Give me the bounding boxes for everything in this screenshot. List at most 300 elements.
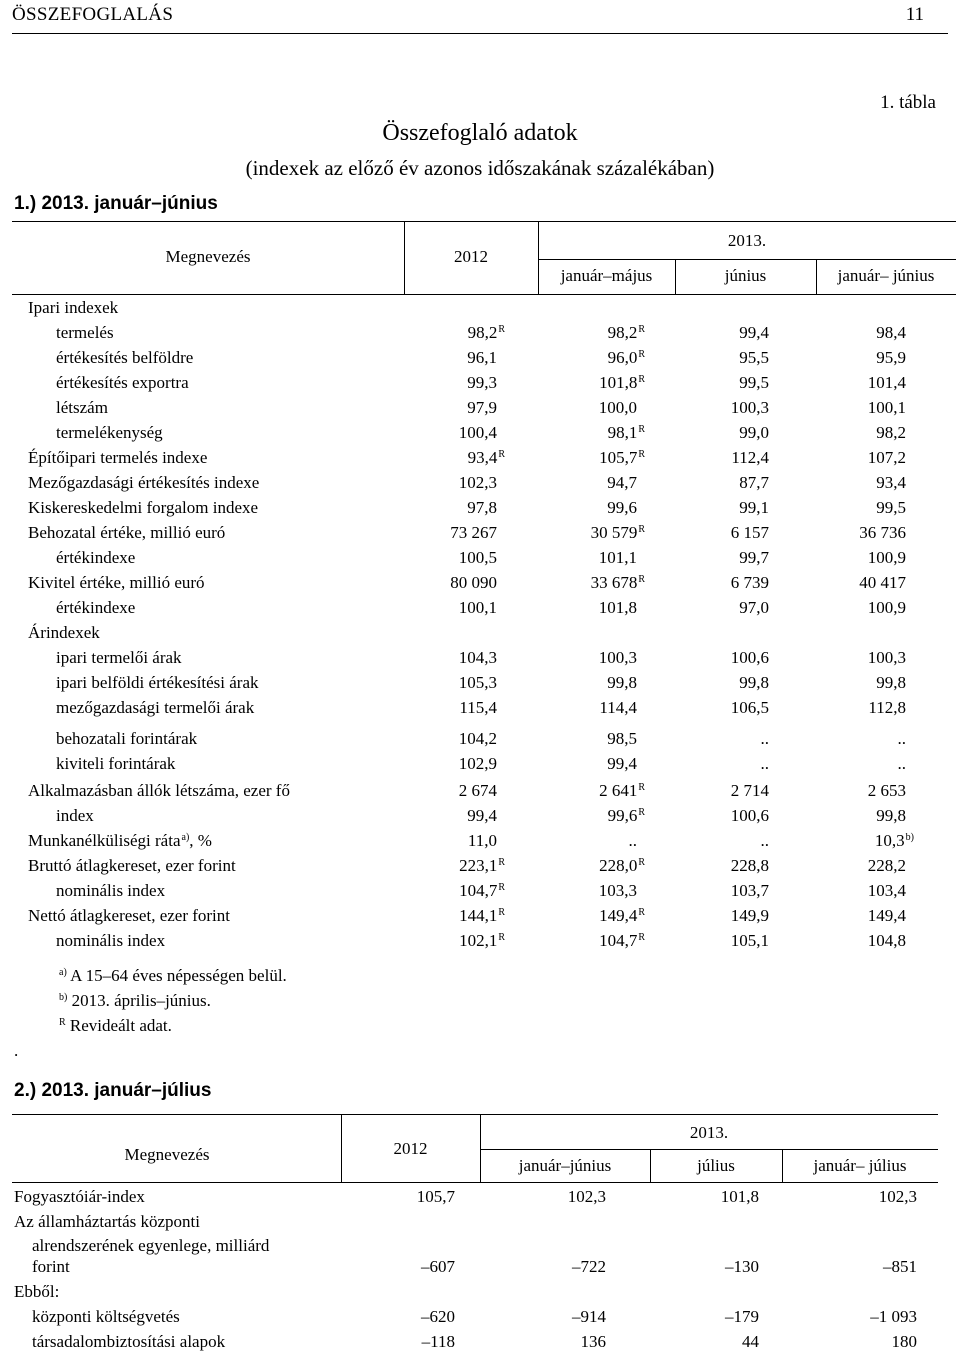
value-cell bbox=[459, 473, 505, 493]
superscript-mark: R bbox=[59, 1017, 66, 1028]
running-header-title: ÖSSZEFOGLALÁS bbox=[12, 4, 174, 25]
page-number: 11 bbox=[905, 4, 924, 25]
section1-heading: 1.) 2013. január–június bbox=[14, 193, 218, 214]
value-cell bbox=[608, 348, 645, 368]
value-text: 104,7 bbox=[599, 931, 638, 950]
col-header-jan-july: január– július bbox=[813, 1156, 907, 1175]
value-text: 99,0 bbox=[739, 423, 769, 442]
value-text: 149,4 bbox=[599, 906, 638, 925]
value-text: 6 739 bbox=[730, 573, 769, 592]
row-label-text: Kivitel értéke, millió euró bbox=[28, 573, 205, 592]
value-text: 228,8 bbox=[730, 856, 769, 875]
value-cell bbox=[868, 373, 914, 393]
value-text: 99,8 bbox=[876, 806, 906, 825]
superscript-mark: R bbox=[638, 524, 645, 535]
value-cell bbox=[731, 906, 777, 926]
row-label bbox=[56, 598, 135, 618]
value-text: 99,7 bbox=[739, 548, 769, 567]
value-text: 100,1 bbox=[458, 598, 497, 617]
value-text: .. bbox=[760, 831, 769, 850]
value-cell bbox=[868, 648, 914, 668]
value-text: 100,0 bbox=[598, 398, 637, 417]
value-text: 98,2 bbox=[467, 323, 498, 342]
value-cell bbox=[731, 648, 777, 668]
row-label bbox=[28, 473, 259, 493]
value-text: 97,0 bbox=[739, 598, 769, 617]
value-text: 102,3 bbox=[458, 473, 497, 492]
row-label bbox=[28, 448, 207, 468]
value-text: 2 674 bbox=[458, 781, 497, 800]
row-label-text: Árindexek bbox=[28, 623, 100, 642]
superscript-mark: R bbox=[498, 449, 505, 460]
row-label-text: Alkalmazásban állók létszáma, ezer fő bbox=[28, 781, 290, 800]
value-text: 223,1 bbox=[459, 856, 498, 875]
header-rule bbox=[12, 33, 948, 34]
value-text: 97,8 bbox=[467, 498, 497, 517]
value-text: 102,9 bbox=[458, 754, 497, 773]
value-cell bbox=[459, 548, 505, 568]
row-label-suffix: , % bbox=[189, 831, 212, 850]
section2-heading: 2.) 2013. január–július bbox=[14, 1080, 212, 1101]
value-text: 94,7 bbox=[607, 473, 637, 492]
table2-header-rule bbox=[12, 1182, 938, 1183]
value-cell: –1 093 bbox=[870, 1307, 917, 1326]
value-text: 100,9 bbox=[867, 548, 906, 567]
value-cell bbox=[459, 698, 505, 718]
value-text: 99,5 bbox=[876, 498, 906, 517]
row-label: Fogyasztóiár-index bbox=[14, 1187, 145, 1206]
value-cell bbox=[450, 523, 505, 543]
col-header-jan-june: január–június bbox=[518, 1156, 612, 1175]
row-label-text: kiviteli forintárak bbox=[56, 754, 176, 773]
value-cell: –851 bbox=[883, 1257, 917, 1276]
value-cell bbox=[868, 698, 914, 718]
value-text: 105,7 bbox=[599, 448, 638, 467]
value-cell bbox=[459, 856, 505, 876]
value-cell bbox=[868, 881, 914, 901]
value-text: 99,8 bbox=[607, 673, 637, 692]
value-text: 100,3 bbox=[598, 648, 637, 667]
superscript-mark: R bbox=[638, 932, 645, 943]
row-label bbox=[28, 856, 236, 876]
value-cell bbox=[731, 881, 777, 901]
value-text: 228,0 bbox=[599, 856, 638, 875]
value-text: 99,3 bbox=[467, 373, 497, 392]
value-cell bbox=[599, 906, 645, 926]
row-label-text: Nettó átlagkereset, ezer forint bbox=[28, 906, 231, 925]
value-text: 98,1 bbox=[607, 423, 638, 442]
value-text: 112,8 bbox=[868, 698, 906, 717]
row-label bbox=[56, 729, 197, 749]
value-cell bbox=[599, 373, 645, 393]
superscript-mark: R bbox=[638, 424, 645, 435]
row-label bbox=[56, 881, 165, 901]
value-text: 80 090 bbox=[450, 573, 497, 592]
value-cell: 180 bbox=[891, 1332, 917, 1351]
value-cell bbox=[599, 598, 645, 618]
value-text: 103,7 bbox=[730, 881, 769, 900]
row-label-text: Ipari indexek bbox=[28, 298, 119, 317]
value-text: 95,5 bbox=[739, 348, 769, 367]
value-cell bbox=[739, 423, 777, 443]
row-label bbox=[56, 423, 163, 443]
value-text: 2 653 bbox=[867, 781, 906, 800]
value-cell bbox=[607, 673, 645, 693]
value-cell bbox=[468, 448, 505, 468]
superscript-mark: a) bbox=[59, 967, 67, 978]
value-cell bbox=[459, 754, 505, 774]
value-cell bbox=[761, 831, 778, 851]
row-label bbox=[56, 548, 135, 568]
value-text: 99,4 bbox=[739, 323, 769, 342]
value-cell bbox=[868, 398, 914, 418]
value-cell: –914 bbox=[572, 1307, 606, 1326]
value-cell bbox=[731, 781, 777, 801]
value-text: 98,2 bbox=[607, 323, 638, 342]
superscript-mark: R bbox=[638, 807, 645, 818]
row-label bbox=[28, 498, 258, 518]
value-text: 103,3 bbox=[598, 881, 637, 900]
value-cell bbox=[876, 473, 914, 493]
value-text: 101,4 bbox=[867, 373, 906, 392]
value-text: 40 417 bbox=[859, 573, 906, 592]
table-number: 1. tábla bbox=[880, 92, 936, 113]
value-cell: 136 bbox=[580, 1332, 606, 1351]
value-text: 2 714 bbox=[730, 781, 769, 800]
value-cell bbox=[608, 806, 645, 826]
value-cell bbox=[599, 398, 645, 418]
value-cell bbox=[876, 806, 914, 826]
value-text: 98,4 bbox=[876, 323, 906, 342]
value-text: 104,3 bbox=[458, 648, 497, 667]
row-label bbox=[56, 931, 165, 951]
col-header-2013: 2013. bbox=[689, 1123, 729, 1142]
row-label: forint bbox=[32, 1257, 70, 1276]
value-cell bbox=[731, 806, 777, 826]
value-text: 99,8 bbox=[739, 673, 769, 692]
value-cell bbox=[608, 323, 645, 343]
value-text: 149,4 bbox=[867, 906, 906, 925]
value-cell: –607 bbox=[421, 1257, 455, 1276]
value-cell bbox=[876, 673, 914, 693]
value-text: 100,1 bbox=[867, 398, 906, 417]
value-cell bbox=[761, 729, 778, 749]
value-cell bbox=[868, 931, 914, 951]
value-cell bbox=[599, 648, 645, 668]
value-cell bbox=[459, 881, 505, 901]
superscript-mark: R bbox=[638, 349, 645, 360]
value-cell bbox=[739, 348, 777, 368]
value-text: 11,0 bbox=[467, 831, 497, 850]
col-header-jan-may: január–május bbox=[560, 266, 653, 285]
value-cell bbox=[629, 831, 646, 851]
value-text: .. bbox=[760, 729, 769, 748]
row-label-text: értékindexe bbox=[56, 598, 136, 617]
value-text: 99,4 bbox=[467, 806, 497, 825]
superscript-mark: R bbox=[498, 907, 505, 918]
value-text: 33 678 bbox=[590, 573, 638, 592]
superscript-mark: R bbox=[498, 857, 505, 868]
value-cell bbox=[459, 648, 505, 668]
value-text: 100,3 bbox=[730, 398, 769, 417]
value-cell: –130 bbox=[725, 1257, 759, 1276]
row-label-text: Bruttó átlagkereset, ezer forint bbox=[28, 856, 236, 875]
row-label-text: értékesítés exportra bbox=[56, 373, 189, 392]
stray-dot: . bbox=[14, 1041, 19, 1060]
table1-header-rule bbox=[12, 294, 956, 295]
value-cell bbox=[459, 598, 505, 618]
value-text: 101,1 bbox=[598, 548, 637, 567]
row-label-text: termelékenység bbox=[56, 423, 163, 442]
value-cell bbox=[868, 598, 914, 618]
value-text: 97,9 bbox=[467, 398, 497, 417]
row-label-text: értékesítés belföldre bbox=[56, 348, 194, 367]
value-text: 105,1 bbox=[730, 931, 769, 950]
value-text: 99,5 bbox=[739, 373, 769, 392]
value-cell: 44 bbox=[742, 1332, 759, 1351]
value-cell bbox=[468, 831, 505, 851]
value-text: 100,9 bbox=[867, 598, 906, 617]
value-text: 10,3 bbox=[874, 831, 905, 850]
col-header-2012: 2012 bbox=[393, 1139, 428, 1158]
value-cell: –118 bbox=[421, 1332, 455, 1351]
table1-top-rule bbox=[12, 221, 956, 222]
value-text: 99,4 bbox=[607, 754, 637, 773]
value-cell bbox=[739, 473, 777, 493]
row-label-text: mezőgazdasági termelői árak bbox=[56, 698, 255, 717]
row-label bbox=[28, 623, 100, 643]
value-cell bbox=[731, 856, 777, 876]
value-cell bbox=[868, 856, 914, 876]
footnote-text: A 15–64 éves népességen belül. bbox=[66, 966, 287, 985]
value-cell bbox=[450, 573, 505, 593]
value-cell: –179 bbox=[725, 1307, 759, 1326]
superscript-mark: R bbox=[638, 374, 645, 385]
value-cell bbox=[868, 781, 914, 801]
value-cell bbox=[591, 573, 645, 593]
value-cell bbox=[459, 931, 505, 951]
value-text: 96,1 bbox=[467, 348, 497, 367]
value-cell bbox=[599, 781, 645, 801]
value-cell: 102,3 bbox=[567, 1187, 606, 1206]
value-cell bbox=[467, 398, 505, 418]
value-cell bbox=[731, 573, 777, 593]
col-header-2013: 2013. bbox=[727, 231, 767, 250]
value-text: 104,2 bbox=[458, 729, 497, 748]
value-text: 101,8 bbox=[598, 598, 637, 617]
value-text: 104,8 bbox=[867, 931, 906, 950]
value-text: 105,3 bbox=[458, 673, 497, 692]
value-cell bbox=[459, 423, 505, 443]
row-label bbox=[56, 673, 259, 693]
value-cell bbox=[467, 806, 505, 826]
footnote bbox=[58, 966, 287, 986]
row-label-text: ipari termelői árak bbox=[56, 648, 182, 667]
row-label bbox=[56, 373, 189, 393]
superscript-mark: R bbox=[638, 907, 645, 918]
superscript-mark: R bbox=[638, 449, 645, 460]
value-cell bbox=[731, 523, 777, 543]
table2-year-rule bbox=[480, 1149, 938, 1150]
superscript-mark: R bbox=[638, 782, 645, 793]
value-cell bbox=[731, 398, 777, 418]
value-text: 115,4 bbox=[459, 698, 497, 717]
row-label-text: értékindexe bbox=[56, 548, 136, 567]
row-label-text: Munkanélküliségi ráta bbox=[28, 831, 181, 850]
row-label-text: nominális index bbox=[56, 881, 166, 900]
value-text: 106,5 bbox=[730, 698, 769, 717]
value-text: 6 157 bbox=[730, 523, 769, 542]
col-header-jan-june: január– június bbox=[837, 266, 935, 285]
value-text: 100,4 bbox=[458, 423, 497, 442]
footnote-text: 2013. április–június. bbox=[67, 991, 211, 1010]
value-cell bbox=[876, 323, 914, 343]
value-cell bbox=[898, 754, 915, 774]
value-cell bbox=[875, 831, 914, 851]
value-text: 107,2 bbox=[867, 448, 906, 467]
col-header-july: július bbox=[697, 1156, 735, 1175]
row-label bbox=[56, 648, 182, 668]
row-label bbox=[56, 806, 94, 826]
value-cell bbox=[467, 498, 505, 518]
value-cell bbox=[459, 781, 505, 801]
value-text: 149,9 bbox=[730, 906, 769, 925]
value-cell bbox=[599, 448, 645, 468]
value-cell bbox=[876, 423, 914, 443]
row-label bbox=[28, 781, 290, 801]
value-text: 30 579 bbox=[590, 523, 638, 542]
value-cell bbox=[739, 673, 777, 693]
superscript-mark: b) bbox=[59, 992, 68, 1003]
value-cell bbox=[876, 348, 914, 368]
row-label-text: termelés bbox=[56, 323, 114, 342]
value-text: 102,1 bbox=[459, 931, 498, 950]
superscript-mark: a) bbox=[181, 832, 190, 843]
row-label-text: index bbox=[56, 806, 94, 825]
footnote bbox=[58, 1016, 172, 1036]
value-cell bbox=[591, 523, 645, 543]
row-label: központi költségvetés bbox=[32, 1307, 180, 1326]
value-text: 2 641 bbox=[599, 781, 638, 800]
value-cell bbox=[607, 498, 645, 518]
row-label bbox=[56, 323, 114, 343]
value-text: 99,6 bbox=[607, 498, 637, 517]
row-label: társadalombiztosítási alapok bbox=[32, 1332, 226, 1351]
superscript-mark: R bbox=[638, 857, 645, 868]
row-label-text: Kiskereskedelmi forgalom indexe bbox=[28, 498, 259, 517]
row-label-text: Építőipari termelés indexe bbox=[28, 448, 208, 467]
row-label: alrendszerének egyenlege, milliárd bbox=[32, 1236, 270, 1255]
row-label-text: nominális index bbox=[56, 931, 166, 950]
value-cell: 105,7 bbox=[416, 1187, 455, 1206]
row-label-text: Mezőgazdasági értékesítés indexe bbox=[28, 473, 260, 492]
value-text: 100,6 bbox=[730, 648, 769, 667]
page-title: Összefoglaló adatok bbox=[382, 120, 578, 146]
superscript-mark: b) bbox=[905, 832, 914, 843]
col-header-name: Megnevezés bbox=[165, 247, 251, 266]
value-cell bbox=[599, 548, 645, 568]
value-cell bbox=[859, 573, 914, 593]
superscript-mark: R bbox=[638, 574, 645, 585]
value-text: 87,7 bbox=[739, 473, 769, 492]
value-text: 112,4 bbox=[731, 448, 769, 467]
page-subtitle: (indexek az előző év azonos időszakának százalékában) bbox=[245, 156, 715, 180]
value-text: 114,4 bbox=[599, 698, 637, 717]
value-cell bbox=[739, 373, 777, 393]
superscript-mark: R bbox=[498, 324, 505, 335]
value-cell bbox=[739, 498, 777, 518]
value-cell bbox=[876, 498, 914, 518]
table2-top-rule bbox=[12, 1114, 938, 1115]
value-text: 36 736 bbox=[859, 523, 906, 542]
value-text: 99,1 bbox=[739, 498, 769, 517]
value-cell bbox=[599, 698, 645, 718]
value-cell bbox=[468, 323, 505, 343]
row-label-text: létszám bbox=[56, 398, 108, 417]
value-cell bbox=[739, 598, 777, 618]
value-cell: –620 bbox=[421, 1307, 455, 1326]
table1-year-rule bbox=[538, 259, 956, 260]
value-text: .. bbox=[897, 754, 906, 773]
footnote-text: Revideált adat. bbox=[65, 1016, 172, 1035]
row-label bbox=[56, 348, 193, 368]
value-text: 104,7 bbox=[459, 881, 498, 900]
value-text: 228,2 bbox=[867, 856, 906, 875]
value-cell bbox=[599, 856, 645, 876]
value-cell bbox=[608, 423, 645, 443]
value-cell bbox=[459, 729, 505, 749]
value-cell bbox=[599, 931, 645, 951]
value-text: 96,0 bbox=[607, 348, 638, 367]
row-label-text: ipari belföldi értékesítési árak bbox=[56, 673, 259, 692]
superscript-mark: R bbox=[498, 932, 505, 943]
value-text: 101,8 bbox=[599, 373, 638, 392]
row-label bbox=[56, 698, 254, 718]
value-text: 103,4 bbox=[867, 881, 906, 900]
value-cell bbox=[739, 548, 777, 568]
col-header-name: Megnevezés bbox=[124, 1145, 210, 1164]
value-cell bbox=[599, 881, 645, 901]
row-label bbox=[56, 754, 175, 774]
value-text: .. bbox=[628, 831, 637, 850]
value-cell bbox=[731, 698, 777, 718]
value-text: 93,4 bbox=[876, 473, 906, 492]
row-label-text: behozatali forintárak bbox=[56, 729, 198, 748]
footnote bbox=[58, 991, 211, 1011]
row-label bbox=[56, 398, 108, 418]
value-cell bbox=[868, 906, 914, 926]
superscript-mark: R bbox=[498, 882, 505, 893]
row-label: Az államháztartás központi bbox=[14, 1212, 200, 1231]
value-cell bbox=[731, 931, 777, 951]
value-text: 98,5 bbox=[607, 729, 637, 748]
value-text: 100,6 bbox=[730, 806, 769, 825]
row-label bbox=[28, 906, 230, 926]
value-cell bbox=[467, 348, 505, 368]
value-cell bbox=[731, 448, 777, 468]
value-text: .. bbox=[760, 754, 769, 773]
row-label: Ebből: bbox=[14, 1282, 60, 1301]
row-label-text: Behozatal értéke, millió euró bbox=[28, 523, 226, 542]
value-cell bbox=[761, 754, 778, 774]
col-header-2012: 2012 bbox=[454, 247, 488, 266]
col-header-june: június bbox=[724, 266, 767, 285]
value-cell bbox=[459, 906, 505, 926]
row-label bbox=[28, 523, 225, 543]
value-cell bbox=[459, 673, 505, 693]
value-cell bbox=[467, 373, 505, 393]
superscript-mark: R bbox=[638, 324, 645, 335]
